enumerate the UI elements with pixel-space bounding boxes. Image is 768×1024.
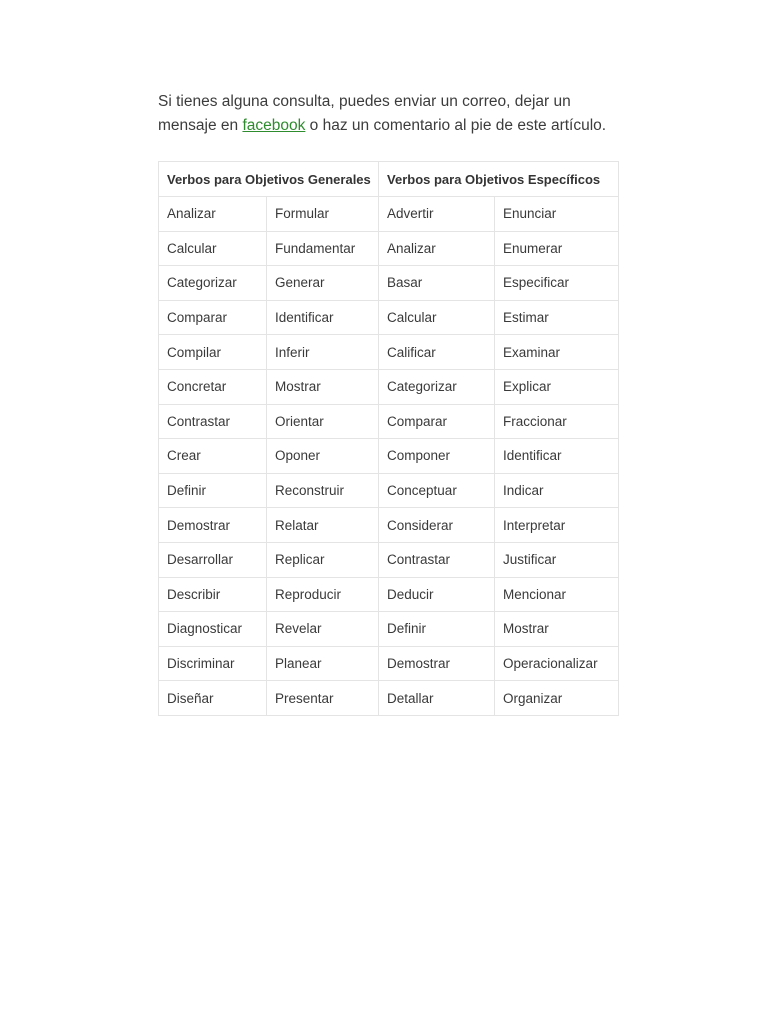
facebook-link[interactable]: facebook bbox=[242, 117, 306, 134]
table-cell: Orientar bbox=[267, 404, 379, 439]
table-cell: Identificar bbox=[495, 439, 619, 474]
table-cell: Formular bbox=[267, 197, 379, 232]
table-row bbox=[159, 439, 619, 474]
table-cell: Inferir bbox=[267, 335, 379, 370]
table-cell: Calcular bbox=[379, 300, 495, 335]
table-cell: Compilar bbox=[159, 335, 267, 370]
table-row bbox=[159, 577, 619, 612]
table-row bbox=[159, 404, 619, 439]
intro-text-before: Si tienes alguna consulta, puedes enviar un correo, dejar un mensaje en bbox=[158, 93, 571, 134]
table-cell: Deducir bbox=[379, 577, 495, 612]
table-cell: Presentar bbox=[267, 681, 379, 716]
table-cell: Planear bbox=[267, 646, 379, 681]
header-specific-objectives: Verbos para Objetivos Específicos bbox=[379, 162, 619, 197]
table-cell: Diseñar bbox=[159, 681, 267, 716]
table-cell: Mostrar bbox=[495, 612, 619, 647]
table-cell: Discriminar bbox=[159, 646, 267, 681]
table-cell: Contrastar bbox=[159, 404, 267, 439]
table-cell: Especificar bbox=[495, 266, 619, 301]
table-cell: Definir bbox=[159, 473, 267, 508]
table-cell: Crear bbox=[159, 439, 267, 474]
table-cell: Calificar bbox=[379, 335, 495, 370]
table-cell: Explicar bbox=[495, 369, 619, 404]
table-row bbox=[159, 300, 619, 335]
table-cell: Advertir bbox=[379, 197, 495, 232]
table-cell: Conceptuar bbox=[379, 473, 495, 508]
table-cell: Demostrar bbox=[159, 508, 267, 543]
table-cell: Justificar bbox=[495, 542, 619, 577]
verbs-table-container bbox=[158, 161, 618, 706]
table-cell: Diagnosticar bbox=[159, 612, 267, 647]
table-cell: Definir bbox=[379, 612, 495, 647]
table-row bbox=[159, 473, 619, 508]
verbs-table bbox=[158, 161, 619, 716]
table-cell: Relatar bbox=[267, 508, 379, 543]
table-cell: Mencionar bbox=[495, 577, 619, 612]
table-cell: Calcular bbox=[159, 231, 267, 266]
table-cell: Analizar bbox=[379, 231, 495, 266]
table-cell: Basar bbox=[379, 266, 495, 301]
table-cell: Categorizar bbox=[159, 266, 267, 301]
intro-paragraph bbox=[158, 90, 628, 138]
table-row bbox=[159, 646, 619, 681]
table-cell: Detallar bbox=[379, 681, 495, 716]
table-row bbox=[159, 335, 619, 370]
table-cell: Fundamentar bbox=[267, 231, 379, 266]
table-cell: Considerar bbox=[379, 508, 495, 543]
table-row bbox=[159, 197, 619, 232]
table-row bbox=[159, 681, 619, 716]
table-cell: Fraccionar bbox=[495, 404, 619, 439]
table-cell: Examinar bbox=[495, 335, 619, 370]
table-row bbox=[159, 508, 619, 543]
table-cell: Organizar bbox=[495, 681, 619, 716]
table-cell: Describir bbox=[159, 577, 267, 612]
header-general-objectives: Verbos para Objetivos Generales bbox=[159, 162, 379, 197]
table-cell: Revelar bbox=[267, 612, 379, 647]
table-cell: Contrastar bbox=[379, 542, 495, 577]
table-row bbox=[159, 231, 619, 266]
table-row bbox=[159, 266, 619, 301]
table-cell: Concretar bbox=[159, 369, 267, 404]
table-cell: Categorizar bbox=[379, 369, 495, 404]
table-cell: Componer bbox=[379, 439, 495, 474]
table-cell: Estimar bbox=[495, 300, 619, 335]
table-cell: Operacionalizar bbox=[495, 646, 619, 681]
table-cell: Comparar bbox=[379, 404, 495, 439]
table-cell: Generar bbox=[267, 266, 379, 301]
table-cell: Mostrar bbox=[267, 369, 379, 404]
intro-text-after: o haz un comentario al pie de este artículo. bbox=[305, 117, 607, 134]
table-cell: Comparar bbox=[159, 300, 267, 335]
table-cell: Reconstruir bbox=[267, 473, 379, 508]
table-cell: Reproducir bbox=[267, 577, 379, 612]
table-cell: Replicar bbox=[267, 542, 379, 577]
table-body bbox=[159, 197, 619, 716]
table-row bbox=[159, 369, 619, 404]
table-row bbox=[159, 612, 619, 647]
table-cell: Enunciar bbox=[495, 197, 619, 232]
table-cell: Interpretar bbox=[495, 508, 619, 543]
table-cell: Identificar bbox=[267, 300, 379, 335]
table-cell: Oponer bbox=[267, 439, 379, 474]
table-header-row bbox=[159, 162, 619, 197]
table-cell: Enumerar bbox=[495, 231, 619, 266]
table-cell: Desarrollar bbox=[159, 542, 267, 577]
table-cell: Indicar bbox=[495, 473, 619, 508]
table-cell: Demostrar bbox=[379, 646, 495, 681]
table-row bbox=[159, 542, 619, 577]
table-cell: Analizar bbox=[159, 197, 267, 232]
